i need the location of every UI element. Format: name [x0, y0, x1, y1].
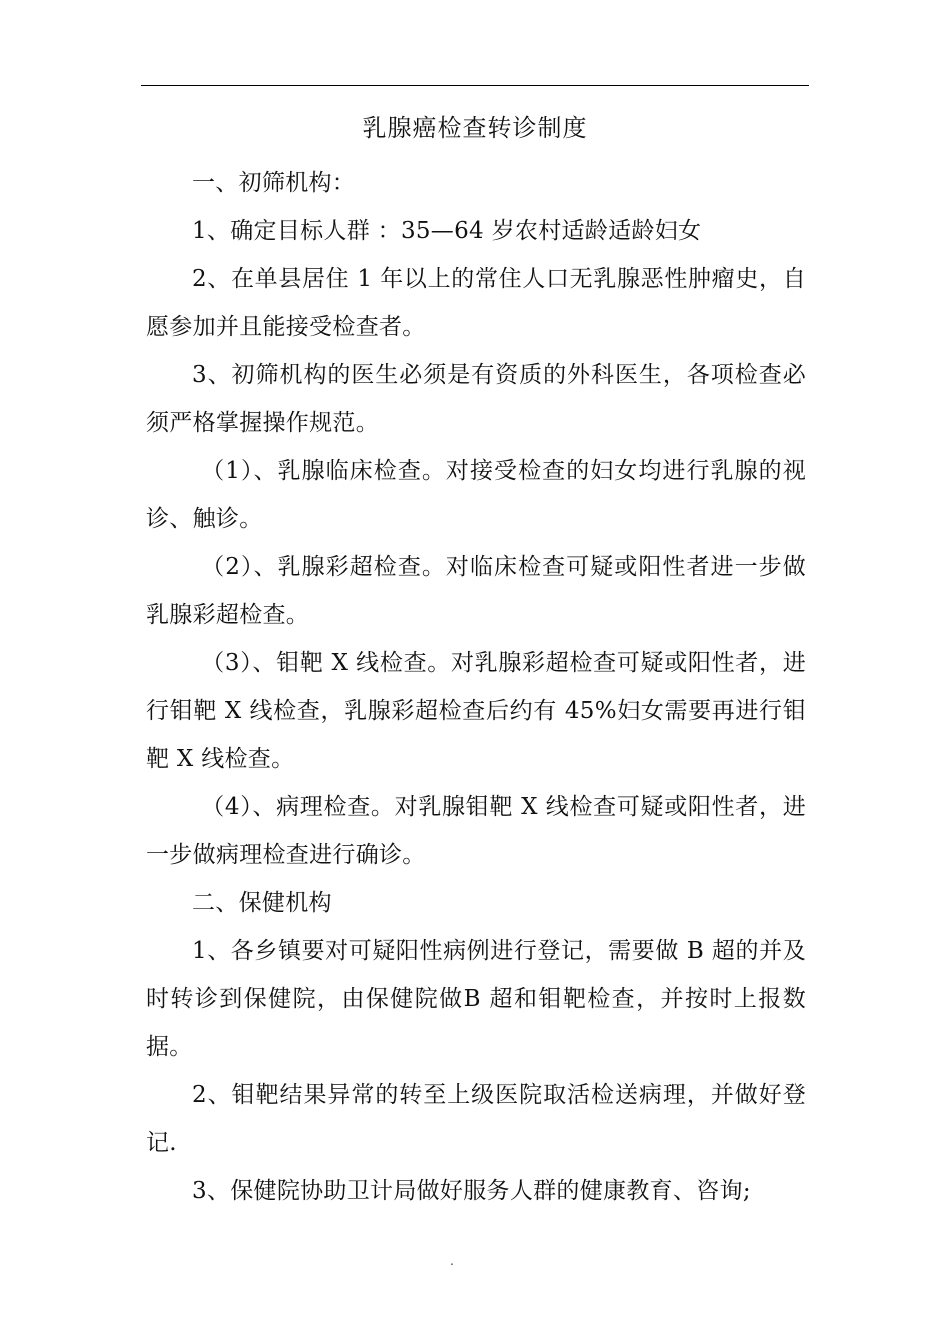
paragraph-doctor-qualification: 3、初筛机构的医生必须是有资质的外科医生，各项检查必须严格掌握操作规范。: [146, 362, 806, 436]
paragraph-target-population: 1、确定目标人群 ：35—64 岁农村适龄适龄妇女: [192, 218, 702, 244]
paragraph-health-education: 3、保健院协助卫计局做好服务人群的健康教育、咨询;: [192, 1178, 751, 1204]
paragraph-residency: 2、在单县居住 1 年以上的常住人口无乳腺恶性肿瘤史，自愿参加并且能接受检查者。: [146, 266, 806, 340]
footer-mark: .: [450, 1254, 454, 1268]
section-heading-health-care: 二、保健机构: [192, 890, 332, 916]
paragraph-ultrasound-exam: （2）、乳腺彩超检查。对临床检查可疑或阳性者进一步做乳腺彩超检查。: [146, 554, 806, 628]
paragraph-township-registration: 1、各乡镇要对可疑阳性病例进行登记，需要做 B 超的并及时转诊到保健院，由保健院做B 超和钼靶检查，并按时上报数据。: [146, 938, 806, 1060]
paragraph-clinical-exam: （1）、乳腺临床检查。对接受检查的妇女均进行乳腺的视诊、触诊。: [146, 458, 806, 532]
header-rule: [141, 85, 809, 86]
page-title: 乳腺癌检查转诊制度: [362, 114, 588, 142]
paragraph-pathology-exam: （4）、病理检查。对乳腺钼靶 X 线检查可疑或阳性者，进一步做病理检查进行确诊。: [146, 794, 806, 868]
section-heading-screening: 一、初筛机构：: [192, 170, 356, 196]
paragraph-abnormal-referral: 2、钼靶结果异常的转至上级医院取活检送病理，并做好登记.: [146, 1082, 806, 1156]
paragraph-xray-exam: （3）、钼靶 X 线检查。对乳腺彩超检查可疑或阳性者，进行钼靶 X 线检查，乳腺彩超检查后约有 45%妇女需要再进行钼靶 X 线检查。: [146, 650, 806, 772]
document-body: [146, 159, 806, 1215]
